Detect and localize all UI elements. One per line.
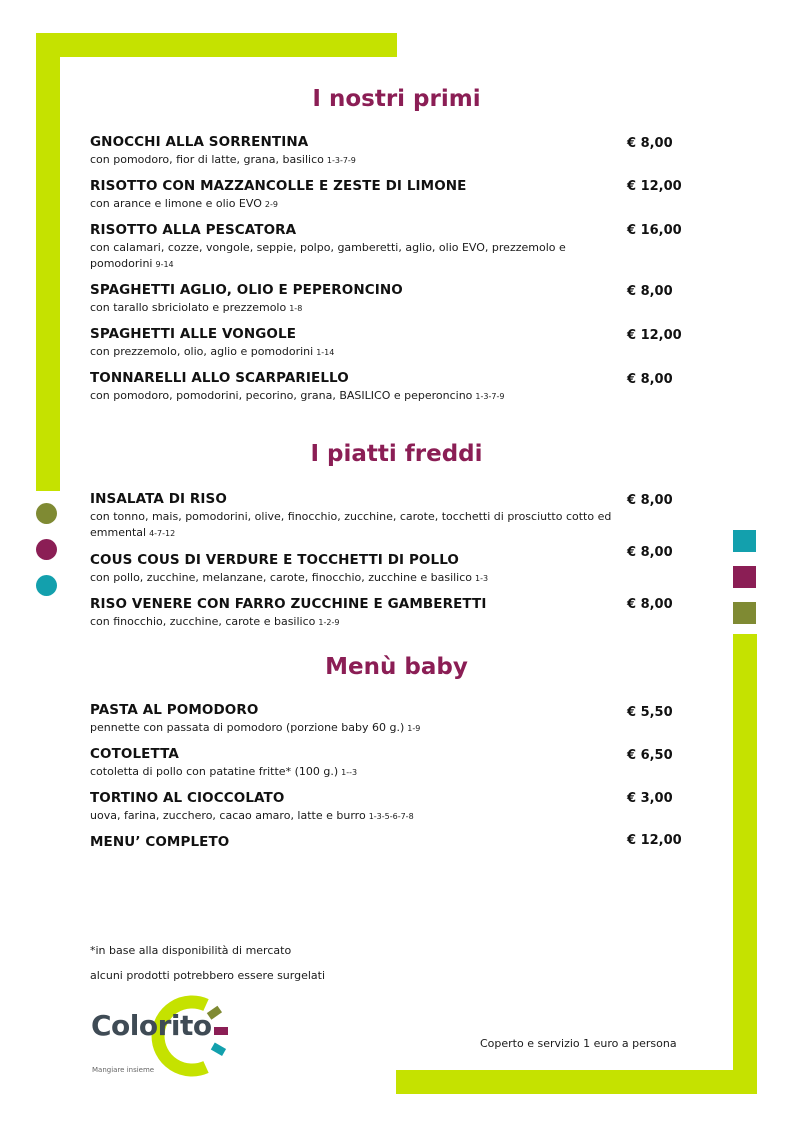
magenta-dot xyxy=(36,539,57,560)
menu-item xyxy=(90,790,690,825)
menu-item xyxy=(90,834,690,851)
dish-description: con pomodoro, pomodorini, pecorino, grana, BASILICO e peperoncino 1-3-7-9 xyxy=(90,389,505,402)
dish-name: RISOTTO CON MAZZANCOLLE E ZESTE DI LIMONE xyxy=(90,178,467,194)
logo-wordmark: Colorito xyxy=(91,1009,212,1042)
dish-price: € 12,00 xyxy=(627,179,682,194)
dish-name: PASTA AL POMODORO xyxy=(90,702,259,718)
dish-description: con arance e limone e olio EVO 2-9 xyxy=(90,197,278,210)
allergen-codes: 1--3 xyxy=(341,768,358,777)
dish-description: con pomodoro, fior di latte, grana, basilico 1-3-7-9 xyxy=(90,153,356,166)
allergen-codes: 1-3-7-9 xyxy=(326,156,356,165)
menu-item xyxy=(90,746,690,781)
dish-name: COUS COUS DI VERDURE E TOCCHETTI DI POLLO xyxy=(90,552,460,568)
frame-bar-top xyxy=(36,33,397,57)
dish-name: MENU’ COMPLETO xyxy=(90,834,230,850)
dish-price: € 12,00 xyxy=(627,833,682,848)
dish-price: € 8,00 xyxy=(627,493,673,508)
allergen-codes: 1-9 xyxy=(407,724,421,733)
colorito-logo xyxy=(88,995,238,1080)
menu-item xyxy=(90,282,690,317)
frame-bar-bottom xyxy=(396,1070,757,1094)
teal-square xyxy=(733,530,756,552)
allergen-codes: 2-9 xyxy=(264,200,278,209)
dish-price: € 8,00 xyxy=(627,372,673,387)
allergen-codes: 1-3-5-6-7-8 xyxy=(368,812,414,821)
allergen-codes: 1-2-9 xyxy=(318,618,340,627)
allergen-codes: 1-14 xyxy=(316,348,335,357)
coperto-note: Coperto e servizio 1 euro a persona xyxy=(480,1037,677,1050)
allergen-codes: 9-14 xyxy=(155,260,174,269)
dish-price: € 6,50 xyxy=(627,748,673,763)
menu-item xyxy=(90,491,690,542)
section-title-freddi: I piatti freddi xyxy=(310,441,483,467)
olive-square xyxy=(733,602,756,624)
olive-dot xyxy=(36,503,57,524)
dish-description: uova, farina, zucchero, cacao amaro, latte e burro 1-3-5-6-7-8 xyxy=(90,809,414,822)
section-title-baby: Menù baby xyxy=(325,654,468,680)
dish-description: con calamari, cozze, vongole, seppie, polpo, gamberetti, aglio, olio EVO, prezzemolo e pomodorini 9-14 xyxy=(90,241,566,270)
dish-description: con tonno, mais, pomodorini, olive, finocchio, zucchine, carote, tocchetti di prosciutto cotto ed emmental 4-7-12 xyxy=(90,510,612,539)
allergen-codes: 1-3-7-9 xyxy=(475,392,505,401)
allergen-codes: 1-3 xyxy=(475,574,489,583)
dish-name: RISOTTO ALLA PESCATORA xyxy=(90,222,297,238)
dish-name: INSALATA DI RISO xyxy=(90,491,227,507)
dish-description: con tarallo sbriciolato e prezzemolo 1-8 xyxy=(90,301,303,314)
magenta-square xyxy=(733,566,756,588)
dish-name: SPAGHETTI AGLIO, OLIO E PEPERONCINO xyxy=(90,282,403,298)
menu-item xyxy=(90,596,690,631)
menu-item xyxy=(90,545,690,587)
allergen-codes: 1-8 xyxy=(289,304,303,313)
dish-price: € 8,00 xyxy=(627,284,673,299)
dish-description: pennette con passata di pomodoro (porzione baby 60 g.) 1-9 xyxy=(90,721,421,734)
logo-tagline: Mangiare insieme xyxy=(92,1066,155,1074)
dish-price: € 3,00 xyxy=(627,791,673,806)
menu-item xyxy=(90,370,690,405)
dish-name: SPAGHETTI ALLE VONGOLE xyxy=(90,326,297,342)
availability-note: *in base alla disponibilità di mercato xyxy=(90,944,292,957)
teal-dot xyxy=(36,575,57,596)
frozen-note: alcuni prodotti potrebbero essere surgelati xyxy=(90,969,326,982)
menu-item xyxy=(90,222,690,273)
menu-item xyxy=(90,178,690,213)
dish-name: COTOLETTA xyxy=(90,746,179,762)
frame-bar-right xyxy=(733,634,757,1094)
dish-price: € 8,00 xyxy=(627,597,673,612)
dish-price: € 8,00 xyxy=(627,545,673,560)
dish-price: € 12,00 xyxy=(627,328,682,343)
dish-name: TORTINO AL CIOCCOLATO xyxy=(90,790,285,806)
menu-item xyxy=(90,134,690,169)
section-title-primi: I nostri primi xyxy=(312,86,481,112)
dish-price: € 8,00 xyxy=(627,136,673,151)
dish-description: cotoletta di pollo con patatine fritte* (100 g.) 1--3 xyxy=(90,765,358,778)
dish-name: GNOCCHI ALLA SORRENTINA xyxy=(90,134,309,150)
menu-item xyxy=(90,702,690,737)
dish-description: con prezzemolo, olio, aglio e pomodorini 1-14 xyxy=(90,345,335,358)
dish-name: RISO VENERE CON FARRO ZUCCHINE E GAMBERETTI xyxy=(90,596,487,612)
dish-name: TONNARELLI ALLO SCARPARIELLO xyxy=(90,370,349,386)
dish-price: € 16,00 xyxy=(627,223,682,238)
allergen-codes: 4-7-12 xyxy=(149,529,176,538)
menu-item xyxy=(90,326,690,361)
dish-description: con finocchio, zucchine, carote e basilico 1-2-9 xyxy=(90,615,340,628)
dish-price: € 5,50 xyxy=(627,705,673,720)
dish-description: con pollo, zucchine, melanzane, carote, finocchio, zucchine e basilico 1-3 xyxy=(90,571,489,584)
